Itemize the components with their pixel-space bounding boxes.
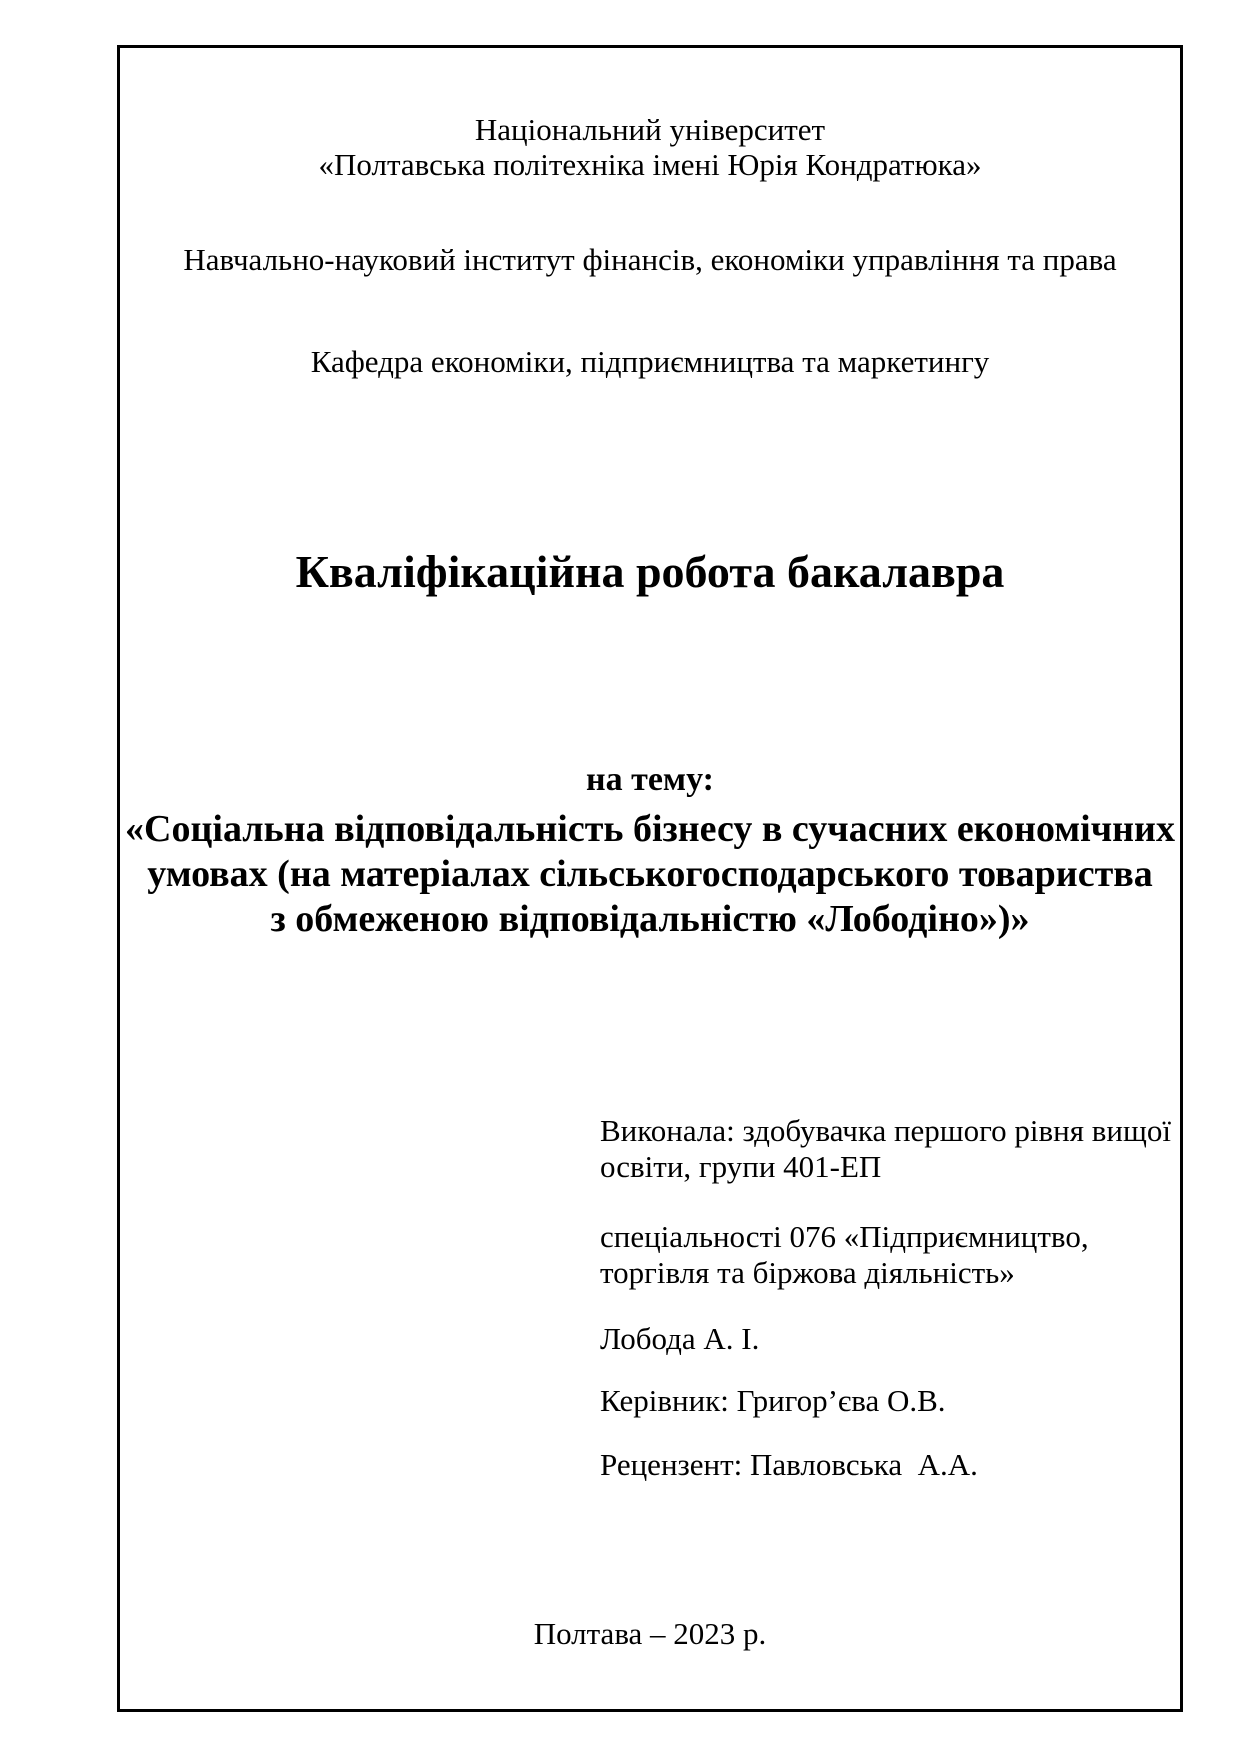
department-name (120, 344, 1180, 379)
work-type-title (120, 546, 1180, 598)
university-name-line2: «Полтавська політехніка імені Юрія Кондратюка» (318, 147, 982, 182)
supervisor-name (600, 1383, 1180, 1419)
specialty-line1: спеціальності 076 «Підприємництво, (600, 1219, 1089, 1254)
author-name-text: Лобода А. І. (600, 1321, 760, 1356)
theme-title-line1: «Соціальна відповідальність бізнесу в сучасних економічних (125, 808, 1175, 850)
author-name (600, 1321, 1180, 1357)
theme-label-text: на тему: (586, 761, 714, 798)
institute-name-text: Навчально-науковий інститут фінансів, економіки управління та права (183, 242, 1117, 277)
theme-title (120, 807, 1180, 942)
department-name-text: Кафедра економіки, підприємництва та маркетингу (310, 344, 990, 379)
university-name-line1: Національний університет (474, 112, 826, 147)
university-name (120, 112, 1180, 182)
city-year-footer (120, 1616, 1180, 1651)
theme-label (120, 760, 1180, 800)
theme-title-line2: умовах (на матеріалах сільськогосподарського товариства (147, 853, 1153, 895)
city-year-footer-text: Полтава – 2023 р. (533, 1616, 767, 1651)
specialty-info (600, 1219, 1180, 1291)
theme-title-line3: з обмеженою відповідальністю «Лободіно»)» (270, 898, 1030, 940)
supervisor-name-text: Керівник: Григор’єва О.В. (600, 1383, 946, 1418)
reviewer-name (600, 1447, 1180, 1483)
specialty-line2: торгівля та біржова діяльність» (600, 1255, 1015, 1290)
performed-by-line1: Виконала: здобувачка першого рівня вищої (600, 1113, 1171, 1148)
institute-name (120, 242, 1180, 277)
reviewer-name-text: Рецензент: Павловська А.А. (600, 1447, 978, 1482)
performed-by-info (600, 1113, 1180, 1185)
performed-by-line2: освіти, групи 401-ЕП (600, 1149, 882, 1184)
work-type-title-text: Кваліфікаційна робота бакалавра (295, 546, 1005, 597)
